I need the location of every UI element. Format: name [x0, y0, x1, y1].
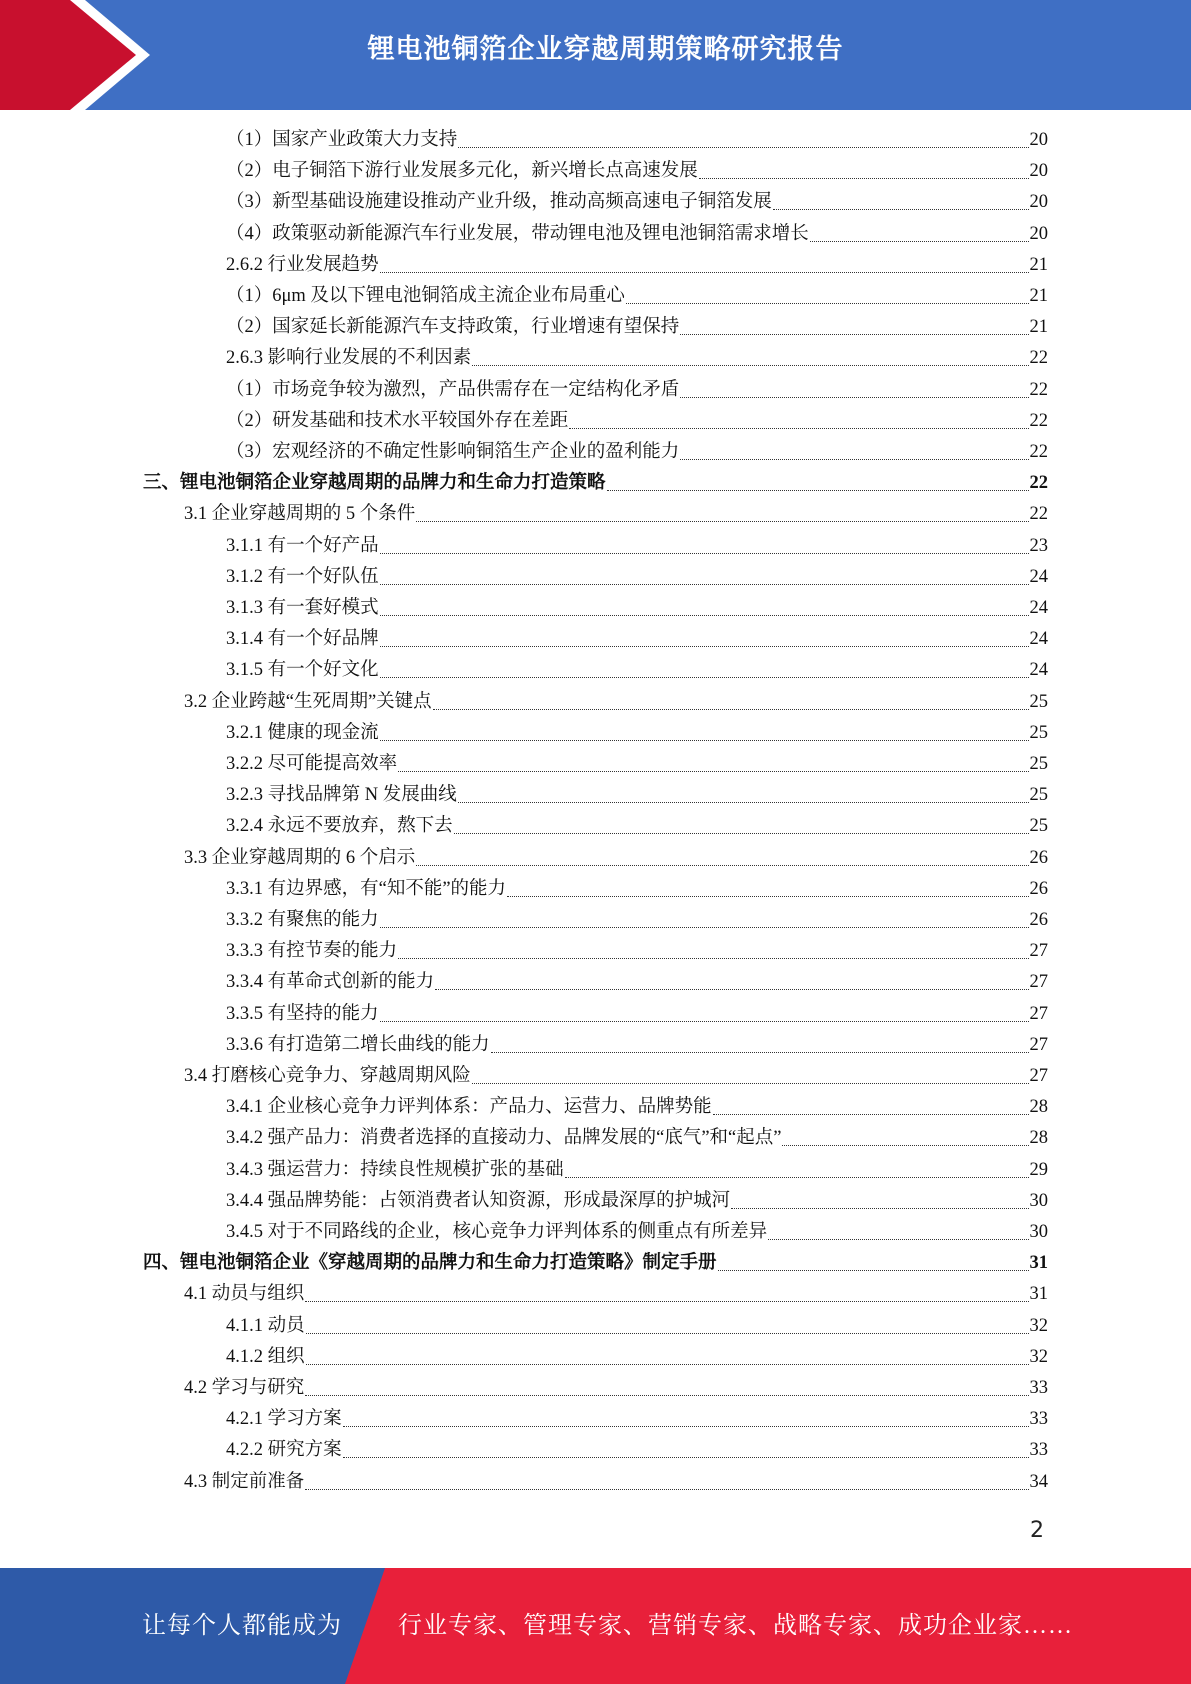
toc-entry[interactable] [226, 406, 1048, 437]
toc-dot-leader [343, 1426, 1029, 1427]
toc-entry-title: 3.4.1 企业核心竞争力评判体系：产品力、运营力、品牌势能 [226, 1097, 712, 1118]
toc-entry-title: 4.3 制定前准备 [184, 1471, 305, 1492]
toc-dot-leader [768, 1239, 1028, 1240]
toc-entry-page: 21 [1029, 317, 1048, 338]
toc-entry-page: 25 [1029, 816, 1048, 837]
toc-dot-leader [398, 958, 1028, 959]
toc-entry[interactable] [226, 1030, 1048, 1061]
toc-entry-title: （1）市场竞争较为激烈，产品供需存在一定结构化矛盾 [226, 379, 680, 400]
toc-entry[interactable] [226, 905, 1048, 936]
toc-entry[interactable] [226, 1435, 1048, 1466]
toc-entry-title: 3.1.5 有一个好文化 [226, 660, 379, 681]
toc-entry[interactable] [226, 343, 1048, 374]
toc-entry-title: 4.2.1 学习方案 [226, 1409, 342, 1430]
toc-entry-page: 32 [1029, 1315, 1048, 1336]
toc-entry-page: 21 [1029, 286, 1048, 306]
toc-entry-page: 31 [1029, 1284, 1048, 1305]
toc-dot-leader [699, 178, 1029, 179]
toc-entry[interactable] [226, 437, 1048, 468]
toc-entry[interactable] [226, 593, 1048, 624]
toc-entry-title: （3）新型基础设施建设推动产业升级，推动高频高速电子铜箔发展 [226, 192, 772, 213]
toc-entry-title: （3）宏观经济的不确定性影响铜箔生产企业的盈利能力 [226, 442, 680, 462]
toc-entry[interactable] [226, 718, 1048, 749]
toc-entry-title: 3.3.5 有坚持的能力 [226, 1003, 379, 1024]
toc-dot-leader [380, 553, 1029, 554]
toc-entry[interactable] [226, 562, 1048, 593]
toc-entry-page: 28 [1029, 1128, 1048, 1149]
toc-dot-leader [491, 1052, 1029, 1053]
toc-dot-leader [773, 209, 1029, 210]
toc-entry-title: 3.2.2 尽可能提高效率 [226, 754, 398, 774]
toc-entry-title: 3.4.3 强运营力：持续良性规模扩张的基础 [226, 1159, 564, 1180]
toc-dot-leader [305, 1301, 1028, 1302]
toc-entry-page: 20 [1029, 223, 1048, 244]
toc-entry[interactable] [143, 468, 1048, 499]
toc-entry-page: 33 [1029, 1378, 1048, 1398]
toc-entry-page: 22 [1029, 379, 1048, 400]
toc-entry-title: 3.2.1 健康的现金流 [226, 722, 379, 743]
toc-entry-page: 25 [1029, 785, 1048, 806]
toc-entry-page: 33 [1029, 1409, 1048, 1430]
toc-entry[interactable] [226, 1092, 1048, 1123]
toc-entry[interactable] [226, 531, 1048, 562]
toc-entry-title: （4）政策驱动新能源汽车行业发展，带动锂电池及锂电池铜箔需求增长 [226, 223, 809, 244]
toc-entry-page: 30 [1029, 1190, 1048, 1211]
toc-dot-leader [565, 1177, 1029, 1178]
toc-entry[interactable] [226, 749, 1048, 780]
toc-entry-title: 3.3.1 有边界感，有“知不能”的能力 [226, 878, 507, 899]
toc-dot-leader [380, 677, 1029, 678]
toc-entry-page: 22 [1029, 504, 1048, 525]
toc-dot-leader [380, 927, 1029, 928]
toc-entry-title: 3.4.4 强品牌势能：占领消费者认知资源，形成最深厚的护城河 [226, 1190, 731, 1211]
toc-entry-title: 3.1 企业穿越周期的 5 个条件 [184, 504, 416, 525]
toc-dot-leader [569, 428, 1028, 429]
toc-entry-page: 20 [1029, 161, 1048, 182]
toc-dot-leader [680, 459, 1028, 460]
toc-entry[interactable] [226, 655, 1048, 686]
toc-entry-page: 27 [1029, 1003, 1048, 1024]
toc-dot-leader [713, 1114, 1029, 1115]
toc-dot-leader [680, 397, 1028, 398]
toc-entry-page: 24 [1029, 629, 1048, 650]
toc-entry-page: 22 [1029, 473, 1048, 494]
toc-dot-leader [343, 1457, 1029, 1458]
toc-entry-title: 3.2 企业跨越“生死周期”关键点 [184, 691, 432, 712]
toc-entry[interactable] [226, 156, 1048, 187]
toc-entry[interactable] [226, 125, 1048, 156]
toc-entry[interactable] [226, 624, 1048, 655]
toc-entry[interactable] [226, 187, 1048, 218]
toc-entry-title: （1）国家产业政策大力支持 [226, 130, 458, 150]
toc-entry-title: 3.3.3 有控节奏的能力 [226, 941, 398, 962]
toc-dot-leader [472, 1083, 1029, 1084]
toc-entry[interactable] [226, 780, 1048, 811]
toc-dot-leader [306, 1364, 1029, 1365]
toc-entry-page: 24 [1029, 660, 1048, 681]
toc-entry[interactable] [226, 1186, 1048, 1217]
toc-entry-page: 25 [1029, 754, 1048, 774]
toc-entry-title: （2）电子铜箔下游行业发展多元化，新兴增长点高速发展 [226, 161, 698, 182]
toc-dot-leader [416, 521, 1028, 522]
toc-entry[interactable] [226, 1311, 1048, 1342]
toc-entry[interactable] [226, 250, 1048, 281]
toc-entry[interactable] [226, 967, 1048, 998]
toc-entry[interactable] [184, 499, 1048, 530]
toc-entry-page: 22 [1029, 348, 1048, 369]
toc-entry-title: 4.1 动员与组织 [184, 1284, 305, 1305]
toc-entry-title: 3.4.5 对于不同路线的企业，核心竞争力评判体系的侧重点有所差异 [226, 1222, 768, 1242]
toc-entry[interactable] [226, 219, 1048, 250]
toc-entry-title: 3.3 企业穿越周期的 6 个启示 [184, 847, 416, 868]
toc-dot-leader [810, 241, 1029, 242]
toc-dot-leader [398, 771, 1028, 772]
footer-roles: 行业专家、管理专家、营销专家、战略专家、成功企业家…… [398, 1613, 1073, 1639]
toc-entry-page: 22 [1029, 442, 1048, 462]
toc-entry-page: 32 [1029, 1346, 1048, 1367]
toc-entry-page: 25 [1029, 722, 1048, 743]
toc-entry[interactable] [184, 843, 1048, 874]
toc-entry[interactable] [184, 1467, 1048, 1498]
toc-dot-leader [731, 1208, 1028, 1209]
toc-entry-page: 20 [1029, 130, 1048, 150]
toc-entry[interactable] [226, 1342, 1048, 1373]
toc-entry[interactable] [226, 1404, 1048, 1435]
toc-entry-page: 26 [1029, 878, 1048, 899]
toc-entry-title: 4.2 学习与研究 [184, 1378, 305, 1398]
page-header [0, 0, 1191, 110]
toc-entry-title: 3.2.3 寻找品牌第 N 发展曲线 [226, 785, 457, 806]
toc-entry-title: （2）国家延长新能源汽车支持政策，行业增速有望保持 [226, 317, 680, 338]
toc-entry-title: 3.1.4 有一个好品牌 [226, 629, 379, 650]
toc-entry-page: 24 [1029, 598, 1048, 618]
toc-entry-page: 28 [1029, 1097, 1048, 1118]
toc-entry-page: 33 [1029, 1440, 1048, 1461]
toc-entry-page: 27 [1029, 1066, 1048, 1086]
toc-entry-page: 26 [1029, 910, 1048, 930]
toc-entry-page: 27 [1029, 1034, 1048, 1055]
toc-entry[interactable] [226, 936, 1048, 967]
toc-entry[interactable] [184, 1061, 1048, 1092]
toc-entry-title: 4.2.2 研究方案 [226, 1440, 342, 1461]
toc-entry[interactable] [226, 312, 1048, 343]
toc-entry-page: 20 [1029, 192, 1048, 213]
toc-entry-title: 三、锂电池铜箔企业穿越周期的品牌力和生命力打造策略 [143, 473, 606, 494]
toc-entry-title: （2）研发基础和技术水平较国外存在差距 [226, 410, 569, 431]
toc-entry-title: 3.1.3 有一套好模式 [226, 598, 379, 618]
toc-dot-leader [380, 646, 1029, 647]
toc-entry[interactable] [226, 1155, 1048, 1186]
toc-entry-title: （1）6μm 及以下锂电池铜箔成主流企业布局重心 [226, 286, 625, 306]
toc-dot-leader [680, 334, 1028, 335]
toc-entry-title: 4.1.1 动员 [226, 1315, 305, 1336]
toc-dot-leader [380, 584, 1029, 585]
toc-dot-leader [507, 896, 1028, 897]
toc-entry[interactable] [143, 1248, 1048, 1279]
toc-entry-page: 27 [1029, 941, 1048, 962]
page-footer [0, 1568, 1191, 1684]
toc-dot-leader [305, 1489, 1028, 1490]
toc-dot-leader [626, 303, 1029, 304]
toc-entry-page: 23 [1029, 535, 1048, 556]
toc-entry-page: 21 [1029, 254, 1048, 275]
toc-dot-leader [380, 1021, 1029, 1022]
toc-entry-title: 2.6.2 行业发展趋势 [226, 254, 379, 275]
toc-entry[interactable] [226, 811, 1048, 842]
toc-entry-page: 27 [1029, 972, 1048, 993]
toc-entry-title: 3.3.2 有聚焦的能力 [226, 910, 379, 930]
toc-entry[interactable] [184, 1279, 1048, 1310]
toc-entry-title: 2.6.3 影响行业发展的不利因素 [226, 348, 472, 369]
toc-dot-leader [782, 1145, 1028, 1146]
toc-entry[interactable] [226, 281, 1048, 312]
report-title: 锂电池铜箔企业穿越周期策略研究报告 [367, 34, 844, 65]
toc-entry-title: 3.2.4 永远不要放弃，熬下去 [226, 816, 453, 837]
toc-dot-leader [380, 272, 1029, 273]
toc-dot-leader [305, 1395, 1028, 1396]
toc-entry[interactable] [226, 375, 1048, 406]
toc-entry-title: 3.3.4 有革命式创新的能力 [226, 972, 435, 993]
toc-entry[interactable] [226, 874, 1048, 905]
page-number: 2 [1030, 1518, 1044, 1543]
toc-dot-leader [433, 709, 1029, 710]
toc-dot-leader [454, 833, 1029, 834]
toc-dot-leader [472, 365, 1028, 366]
toc-entry[interactable] [226, 1123, 1048, 1154]
toc-entry-title: 3.3.6 有打造第二增长曲线的能力 [226, 1034, 490, 1055]
toc-entry-page: 34 [1029, 1471, 1048, 1492]
toc-entry[interactable] [184, 1373, 1048, 1404]
toc-dot-leader [607, 490, 1029, 491]
toc-dot-leader [306, 1333, 1029, 1334]
toc-dot-leader [380, 615, 1029, 616]
toc-dot-leader [718, 1270, 1029, 1271]
toc-dot-leader [380, 740, 1029, 741]
toc-dot-leader [416, 865, 1028, 866]
toc-dot-leader [458, 802, 1029, 803]
toc-dot-leader [458, 147, 1028, 148]
toc-entry-title: 3.1.1 有一个好产品 [226, 535, 379, 556]
toc-entry-title: 4.1.2 组织 [226, 1346, 305, 1367]
toc-entry-title: 3.4.2 强产品力：消费者选择的直接动力、品牌发展的“底气”和“起点” [226, 1128, 782, 1149]
toc-entry-page: 24 [1029, 566, 1048, 587]
toc-entry-page: 31 [1029, 1253, 1048, 1274]
footer-slogan: 让每个人都能成为 [142, 1613, 342, 1639]
toc-dot-leader [435, 989, 1028, 990]
toc-entry-title: 四、锂电池铜箔企业《穿越周期的品牌力和生命力打造策略》制定手册 [143, 1253, 717, 1274]
toc-entry-page: 26 [1029, 847, 1048, 868]
toc-entry-title: 3.4 打磨核心竞争力、穿越周期风险 [184, 1066, 471, 1086]
toc-entry[interactable] [226, 999, 1048, 1030]
toc-entry-page: 22 [1029, 410, 1048, 431]
toc-entry-page: 25 [1029, 691, 1048, 712]
toc-entry-page: 29 [1029, 1159, 1048, 1180]
toc-entry-title: 3.1.2 有一个好队伍 [226, 566, 379, 587]
toc-entry[interactable] [226, 1217, 1048, 1248]
toc-entry-page: 30 [1029, 1222, 1048, 1242]
toc-entry[interactable] [184, 687, 1048, 718]
